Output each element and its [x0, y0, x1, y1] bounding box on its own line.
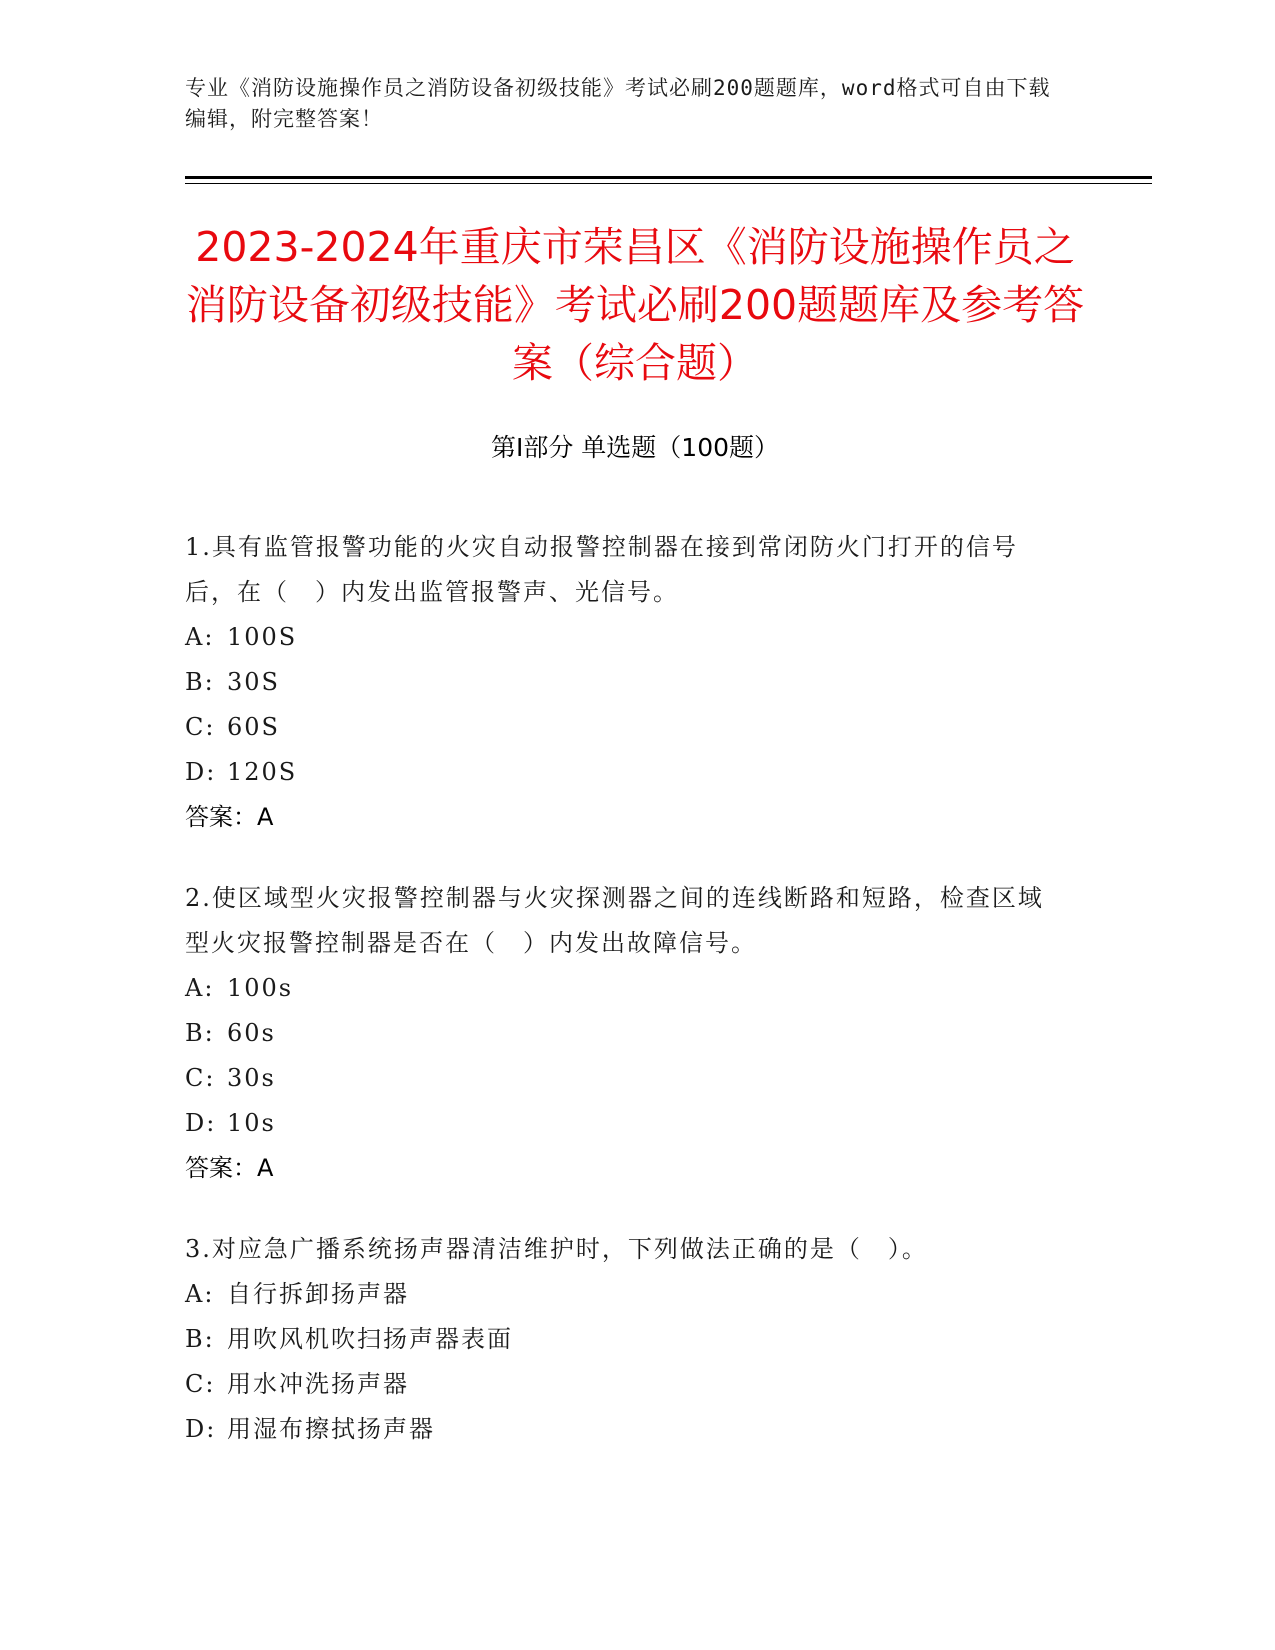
option-a [185, 615, 1065, 660]
option-text: 30S [227, 668, 280, 696]
option-text: 60s [227, 1019, 276, 1047]
option-text: 120S [227, 758, 298, 786]
option-a [185, 1272, 1065, 1317]
option-letter: A: [185, 1280, 215, 1308]
question-item [185, 525, 1065, 840]
document-title: 2023-2024年重庆市荣昌区《消防设施操作员之消防设备初级技能》考试必刷200题题库及参考答案（综合题） [185, 223, 1085, 387]
option-text: 100S [227, 623, 298, 651]
header-rule-thick [185, 176, 1152, 179]
option-text: 100s [227, 974, 294, 1002]
option-text: 10s [227, 1109, 276, 1137]
option-letter: C: [185, 1370, 216, 1398]
answer-line: 答案：A [185, 1154, 274, 1182]
option-letter: C: [185, 713, 216, 741]
option-a [185, 966, 1065, 1011]
option-text: 自行拆卸扬声器 [227, 1280, 409, 1308]
question-list [185, 525, 1065, 1488]
option-text: 用水冲洗扬声器 [227, 1370, 409, 1398]
option-d [185, 1101, 1065, 1146]
question-item [185, 1227, 1065, 1452]
option-b [185, 1317, 1065, 1362]
option-text: 60S [227, 713, 280, 741]
question-stem: 1.具有监管报警功能的火灾自动报警控制器在接到常闭防火门打开的信号后，在（ ）内发出监管报警声、光信号。 [185, 533, 1018, 606]
option-text: 用吹风机吹扫扬声器表面 [227, 1325, 513, 1353]
option-b [185, 1011, 1065, 1056]
section-heading: 第Ⅰ部分 单选题（100题） [490, 433, 780, 462]
option-d [185, 750, 1065, 795]
option-letter: B: [185, 1019, 215, 1047]
question-item [185, 876, 1065, 1191]
option-letter: B: [185, 668, 215, 696]
question-stem: 3.对应急广播系统扬声器清洁维护时，下列做法正确的是（ ）。 [185, 1235, 928, 1263]
option-text: 30s [227, 1064, 276, 1092]
option-letter: A: [185, 974, 215, 1002]
header-note: 专业《消防设施操作员之消防设备初级技能》考试必刷200题题库，word格式可自由下载编辑，附完整答案！ [185, 76, 1051, 131]
answer-line: 答案：A [185, 803, 274, 831]
question-stem: 2.使区域型火灾报警控制器与火灾探测器之间的连线断路和短路，检查区域型火灾报警控制器是否在（ ）内发出故障信号。 [185, 884, 1044, 957]
option-c [185, 1362, 1065, 1407]
option-letter: C: [185, 1064, 216, 1092]
option-letter: D: [185, 758, 217, 786]
header-rule-thin [185, 183, 1152, 184]
option-letter: D: [185, 1109, 217, 1137]
option-c [185, 705, 1065, 750]
option-letter: D: [185, 1415, 217, 1443]
option-letter: B: [185, 1325, 215, 1353]
option-b [185, 660, 1065, 705]
option-c [185, 1056, 1065, 1101]
option-d [185, 1407, 1065, 1452]
option-text: 用湿布擦拭扬声器 [227, 1415, 435, 1443]
option-letter: A: [185, 623, 215, 651]
